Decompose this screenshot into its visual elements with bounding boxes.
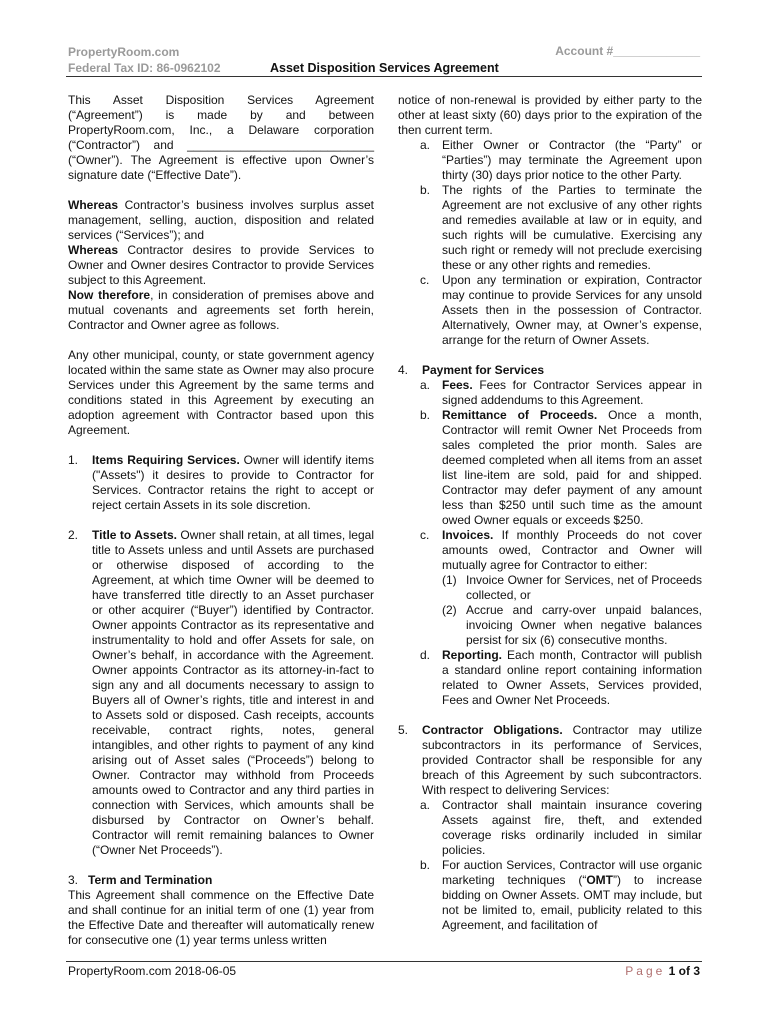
section-5a: a. Contractor shall maintain insurance covering Assets against fire, theft, and extended coverage risks ordinarily included in similar policies. <box>420 798 702 857</box>
section-3-heading: 3. Term and Termination <box>68 873 213 887</box>
section-3c: c. Upon any termination or expiration, Contractor may continue to provide Services for any unsold Assets then in the possession of Contractor. Alternatively, Owner may, at Owner’s expense, arrange for the return of Owner Assets. <box>420 273 702 347</box>
section-4c-1: (1) Invoice Owner for Services, net of Proceeds collected, or <box>442 573 702 602</box>
page-number: Page 1 of 3 <box>625 964 700 978</box>
section-4-heading: 4. Payment for Services <box>398 363 545 377</box>
intro-paragraph: This Asset Disposition Services Agreement (“Agreement”) is made by and between PropertyRoom.com, Inc., a Delaware corporation (“Contractor”) and ____________________________ (“Owner”). The Agreement is effective upon Owner’s signature date (“Effective Date”). <box>68 93 374 182</box>
section-1: 1. Items Requiring Services. Owner will identify items ("Assets") it desires to provide to Contractor for Services. Contractor retains the right to accept or reject certain Assets in its sole discretion. <box>68 453 374 512</box>
now-therefore: Now therefore, in consideration of premises above and mutual covenants and agreements set forth herein, Contractor and Owner agree as follows. <box>68 288 374 332</box>
tax-id: Federal Tax ID: 86-0962102 <box>68 61 221 75</box>
left-column <box>68 93 374 948</box>
section-4b: b. Remittance of Proceeds. Once a month, Contractor will remit Owner Net Proceeds from sales completed the prior month. Sales are deemed completed when all items from an asset list line-item are sold, paid for and shipped. Contractor may defer payment of any amount less than $250 until such time as the amount owed Owner equals or exceeds $250. <box>420 408 703 527</box>
section-4d: d. Reporting. Each month, Contractor will publish a standard online report containing information related to Owner Assets, Services provided, Fees and Owner Net Proceeds. <box>420 648 702 707</box>
section-3b: b. The rights of the Parties to terminate the Agreement are not exclusive of any other rights and remedies available at law or in equity, and such rights will be cumulative. Exercising any such right or remedy will not preclude exercising these or any other rights and remedies. <box>420 183 702 272</box>
section-4c-2: (2) Accrue and carry-over unpaid balances, invoicing Owner when negative balances persist for six (6) consecutive months. <box>442 603 702 647</box>
whereas-2: Whereas Contractor desires to provide Services to Owner and Owner desires Contractor to provide Services subject to this Agreement. <box>68 243 374 287</box>
section-2: 2. Title to Assets. Owner shall retain, at all times, legal title to Assets unless and until Assets are purchased or otherwise disposed of according to the Agreement, at which time Owner will be deemed to have transferred title directly to an Asset purchaser or other acquirer (“Buyer”) identified by Contractor. Owner appoints Contractor as its representative and instrumentality to hold and offer Assets for sale, on Owner’s behalf, in accordance with the Agreement. Owner appoints Contractor as its attorney-in-fact to sign any and all documents necessary to assign to Buyers all of Owner’s rights, title and interest in and to Assets sold or disposed. Cash receipts, accounts receivable, contract rights, notes, general intangibles, and other rights to payment of any kind arising out of Asset sales (“Proceeds”) belong to Owner. Contractor may withhold from Proceeds amounts owed to Contractor and any third parties in connection with Services, which amounts shall be disbursed by Contractor on Owner’s behalf. Contractor will remit remaining balances to Owner (“Owner Net Proceeds”). <box>68 528 374 857</box>
section-4c: c. Invoices. If monthly Proceeds do not cover amounts owed, Contractor and Owner will mutually agree for Contractor to either: <box>420 528 702 572</box>
section-3-text: This Agreement shall commence on the Effective Date and shall continue for an initial term of one (1) year from the Effective Date and thereafter will automatically renew for consecutive one (1) year terms unless written <box>68 888 374 947</box>
document-title: Asset Disposition Services Agreement <box>270 61 499 75</box>
whereas-1: Whereas Contractor’s business involves surplus asset management, selling, auction, disposition and related services (“Services”); and <box>68 198 374 242</box>
footer-version: PropertyRoom.com 2018-06-05 <box>68 964 237 978</box>
right-column <box>398 93 702 933</box>
header-left <box>68 44 221 76</box>
section-4a: a. Fees. Fees for Contractor Services appear in signed addendums to this Agreement. <box>420 378 702 407</box>
account-number: Account #_____________ <box>555 44 700 58</box>
company-name: PropertyRoom.com <box>68 45 180 59</box>
municipal-paragraph: Any other municipal, county, or state government agency located within the same state as Owner may also procure Services under this Agreement by the same terms and conditions stated in this Agreement by executing an adoption agreement with Contractor based upon this Agreement. <box>68 348 374 437</box>
section-5: 5. Contractor Obligations. Contractor may utilize subcontractors in its performance of Services, provided Contractor shall be responsible for any breach of this Agreement by such subcontractors. With respect to delivering Services: <box>398 723 702 797</box>
header-rule <box>66 76 702 77</box>
section-3a: a. Either Owner or Contractor (the “Party” or “Parties”) may terminate the Agreement upon thirty (30) days prior notice to the other Party. <box>420 138 702 182</box>
footer-rule <box>66 961 702 962</box>
section-5b: b. For auction Services, Contractor will use organic marketing techniques (“OMT”) to increase bidding on Owner Assets. OMT may include, but not be limited to, email, publicity related to this Agreement, and facilitation of <box>420 858 702 932</box>
section-3-continued: notice of non-renewal is provided by either party to the other at least sixty (60) days prior to the expiration of the then current term. <box>398 93 702 137</box>
